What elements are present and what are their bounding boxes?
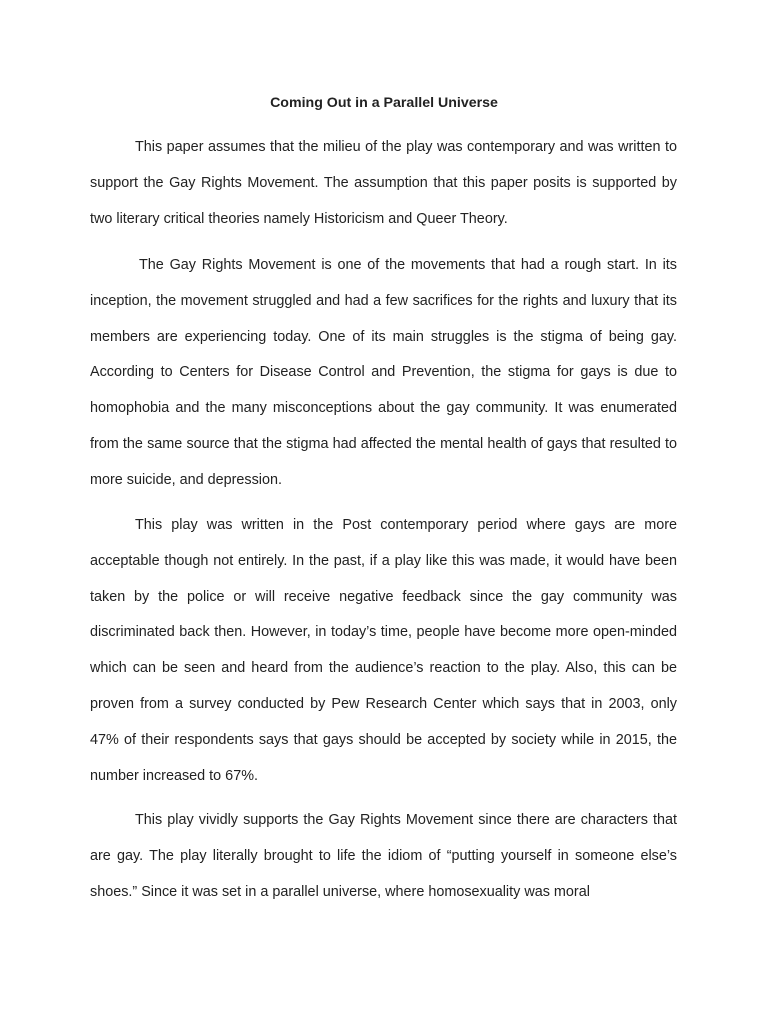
paragraph-4: This play vividly supports the Gay Rights Movement since there are characters that are gay. The play literally brought to life the idiom of “putting yourself in someone else’s shoes.” Since it was set in a parallel universe, where homosexuality was moral [90,812,677,900]
document-title: Coming Out in a Parallel Universe [270,95,498,111]
paragraph-1: This paper assumes that the milieu of the play was contemporary and was written to support the Gay Rights Movement. The assumption that this paper posits is supported by two literary critical theories namely Historicism and Queer Theory. [90,139,677,227]
paragraph-3: This play was written in the Post contemporary period where gays are more acceptable though not entirely. In the past, if a play like this was made, it would have been taken by the police or will receive negative feedback since the gay community was discriminated back then. However, in today’s time, people have become more open-minded which can be seen and heard from the audience’s reaction to the play. Also, this can be proven from a survey conducted by Pew Research Center which says that in 2003, only 47% of their respondents says that gays should be accepted by society while in 2015, the number increased to 67%. [90,517,677,784]
paragraph-2: The Gay Rights Movement is one of the movements that had a rough start. In its inception, the movement struggled and had a few sacrifices for the rights and luxury that its members are experiencing today. One of its main struggles is the stigma of being gay. According to Centers for Disease Control and Prevention, the stigma for gays is due to homophobia and the many misconceptions about the gay community. It was enumerated from the same source that the stigma had affected the mental health of gays that resulted to more suicide, and depression. [90,257,677,488]
